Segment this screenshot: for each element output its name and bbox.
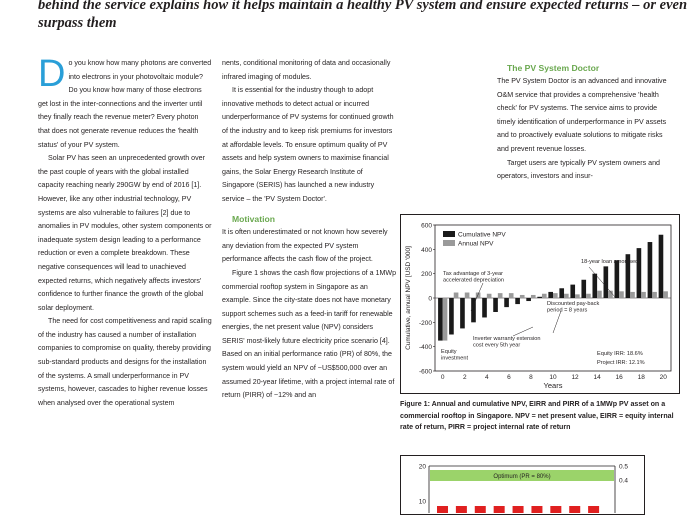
annual-npv-bar: [465, 293, 470, 298]
section-heading-pv-system-doctor: The PV System Doctor: [507, 63, 600, 73]
y-tick-label-right: 0.5: [619, 463, 629, 471]
cumulative-npv-bar: [559, 288, 564, 298]
x-tick-label: 8: [529, 374, 533, 381]
x-tick-label: 20: [659, 374, 667, 381]
optimum-label: Optimum (PR = 80%): [493, 474, 551, 480]
annual-npv-bar: [487, 294, 492, 298]
paragraph: Figure 1 shows the cash flow projections of a 1MWp commercial rooftop system in Singapore as an example. Since the city-state does not have monetary support schemes such as a feed-in tariff for renewable energies, the net present value (NPV) considers SERIS' most-likely future electricity price scenario [4]. Based on an initial performance ratio (PR) of 80%, the system would yield an NPV of ~US$500,000 over an assumed 20-year lifetime, with a project internal rate of return (PIRR) of ~12% and an: [222, 268, 397, 400]
legend-label: Annual NPV: [458, 240, 494, 248]
annual-npv-bar: [509, 293, 514, 298]
cumulative-npv-bar: [526, 298, 531, 301]
chart-annotation: Discounted pay-back period = 8 years: [547, 301, 600, 314]
legend-swatch: [443, 240, 455, 246]
pr-bar: [569, 506, 580, 513]
y-tick-label: -600: [418, 368, 432, 376]
cumulative-npv-bar: [504, 298, 509, 307]
annual-npv-bar: [652, 292, 657, 298]
text-column-2: [222, 57, 397, 403]
cumulative-npv-bar: [659, 235, 664, 298]
figure-1-caption: Figure 1: Annual and cumulative NPV, EIRR and PIRR of a 1MWp PV asset on a commercial rooftop in Singapore. NPV = net present value, EIRR = equity internal rate of return, PIRR = project internal rate of return: [400, 400, 674, 432]
annual-npv-bar: [641, 292, 646, 298]
annual-npv-bar: [586, 294, 591, 298]
y-tick-label-right: 0.4: [619, 477, 629, 485]
cumulative-npv-bar: [592, 274, 597, 298]
cumulative-npv-bar: [648, 242, 653, 298]
paragraph: The need for cost competitiveness and rapid scaling of the industry has caused a number of installation companies to compromise on quality, thereby providing sub-standard products and designs for the installation of the systems. A small underperformance in PV systems, however, cascades to higher revenue losses when analysed over the operational system: [38, 317, 212, 407]
cumulative-npv-bar: [637, 248, 642, 298]
annotation-pointer: [553, 311, 561, 333]
pr-chart-svg: [401, 456, 643, 513]
x-tick-label: 10: [549, 374, 557, 381]
y-tick-label-left: 10: [418, 498, 426, 506]
annual-npv-bar: [443, 298, 448, 341]
paragraph: It is essential for the industry though to adopt innovative methods to detect actual or incurred underperformance of PV systems for continued growth of the industry and to keep risk premiums for investors at affordable levels. To ensure optimum quality of PV assets and help system owners to maximise financial gains, the Solar Energy Research Institute of Singapore (SERIS) has launched a new industry service – the 'PV System Doctor'.: [222, 86, 394, 203]
y-tick-label: 600: [421, 222, 432, 230]
pr-bar: [531, 506, 542, 513]
cumulative-npv-bar: [581, 280, 586, 298]
paragraph: The PV System Doctor is an advanced and innovative O&M service that provides a comprehensive 'health check' for PV systems. The service aims to provide timely identification of underperformance in PV assets and to proactively evaluate solutions to mitigate risks and prevent revenue losses.: [497, 77, 667, 153]
cumulative-npv-bar: [449, 298, 454, 335]
x-tick-label: 18: [637, 374, 645, 381]
annual-npv-bar: [531, 295, 536, 298]
x-tick-label: 2: [462, 374, 467, 381]
chart-annotation: Equity IRR: 18.6%: [597, 351, 643, 357]
text-column-1: [38, 53, 212, 410]
text-column-3: [497, 57, 671, 184]
annual-npv-bar: [575, 294, 580, 298]
cumulative-npv-bar: [537, 297, 542, 298]
pr-bar: [513, 506, 524, 513]
cumulative-npv-bar: [515, 298, 520, 304]
article-lede: behind the service explains how it helps maintain a healthy PV system and ensure expected returns – or even surpass them: [38, 0, 688, 31]
cumulative-npv-bar: [615, 260, 620, 298]
figure-2-chart: [400, 455, 645, 515]
annual-npv-bar: [454, 293, 459, 298]
pr-bar: [494, 506, 505, 513]
y-tick-label: 200: [421, 271, 432, 279]
y-tick-label: 400: [421, 246, 432, 254]
chart-annotation: Equity investment: [441, 349, 469, 362]
x-tick-label: 12: [571, 374, 579, 381]
paragraph: Solar PV has seen an unprecedented growth over the past couple of years with the global installed capacity reaching nearly 290GW by end of 2016 [1]. However, like any other industrial technology, PV systems are also vulnerable to failures [2] due to anomalies in PV modules, other system components or inadequate system design leading to a performance reduction or even a complete breakdown. These negative consequences will lead to unachieved expected returns, which negatively affects investors' confidence to further finance the growth of the global solar deployment.: [38, 154, 212, 312]
pr-bar: [456, 506, 467, 513]
y-axis-label: Cumulative, annual NPV [USD '000]: [405, 246, 412, 350]
pr-bar: [437, 506, 448, 513]
x-axis-label: Years: [543, 381, 563, 390]
paragraph: nents, conditional monitoring of data and occasionally infrared imaging of modules.: [222, 59, 391, 81]
legend-label: Cumulative NPV: [458, 231, 506, 239]
paragraph: [38, 53, 212, 152]
chart-annotation: Inverter warranty extension cost every 5th year: [473, 336, 541, 349]
section-heading-motivation: Motivation: [232, 213, 275, 224]
x-tick-label: 0: [440, 374, 445, 381]
cumulative-npv-bar: [548, 292, 553, 298]
annual-npv-bar: [597, 291, 602, 298]
y-tick-label-left: 20: [418, 463, 426, 471]
x-tick-label: 4: [485, 374, 489, 381]
annual-npv-bar: [564, 294, 569, 298]
pr-bar: [588, 506, 599, 513]
chart-annotation: Tax advantage of 3-year accelerated depreciation: [443, 271, 504, 284]
x-tick-label: 16: [615, 374, 623, 381]
annotation-pointer: [513, 327, 533, 336]
annotation-pointer: [471, 283, 483, 311]
cumulative-npv-bar: [438, 298, 443, 341]
annual-npv-bar: [553, 293, 558, 298]
y-tick-label: 0: [428, 295, 432, 303]
npv-chart-svg: [401, 215, 678, 392]
y-tick-label: -400: [418, 344, 432, 352]
paragraph: Target users are typically PV system owners and operators, investors and insur-: [497, 158, 660, 181]
x-tick-label: 14: [593, 374, 601, 381]
cumulative-npv-bar: [570, 285, 575, 298]
annual-npv-bar: [520, 295, 525, 298]
cumulative-npv-bar: [604, 266, 609, 298]
annual-npv-bar: [630, 292, 635, 298]
chart-annotation: 18-year loan amortised: [581, 259, 639, 265]
drop-cap: D: [38, 53, 66, 95]
annual-npv-bar: [542, 294, 547, 298]
annual-npv-bar: [476, 293, 481, 298]
chart-annotation: Project IRR: 12.1%: [597, 360, 645, 366]
x-tick-label: 6: [507, 374, 511, 381]
cumulative-npv-bar: [482, 298, 487, 317]
paragraph-text: o you know how many photons are converted into electrons in your photovoltaic module? Do you know how many of those electrons get lost in the inter-connections and the inverter until they finally reach the revenue meter? Every photon that does not generate revenue reduces the 'health status' of your PV system.: [38, 59, 212, 149]
annual-npv-bar: [663, 291, 668, 298]
cumulative-npv-bar: [493, 298, 498, 312]
pr-bar: [475, 506, 486, 513]
y-tick-label: -200: [418, 319, 432, 327]
legend-swatch: [443, 231, 455, 237]
paragraph: It is often underestimated or not known how severely any deviation from the expected PV system performance affects the cash flow of the project.: [222, 228, 388, 264]
annual-npv-bar: [619, 291, 624, 298]
cumulative-npv-bar: [460, 298, 465, 328]
figure-1-chart: [400, 214, 680, 394]
pr-bar: [550, 506, 561, 513]
annual-npv-bar: [498, 293, 503, 298]
